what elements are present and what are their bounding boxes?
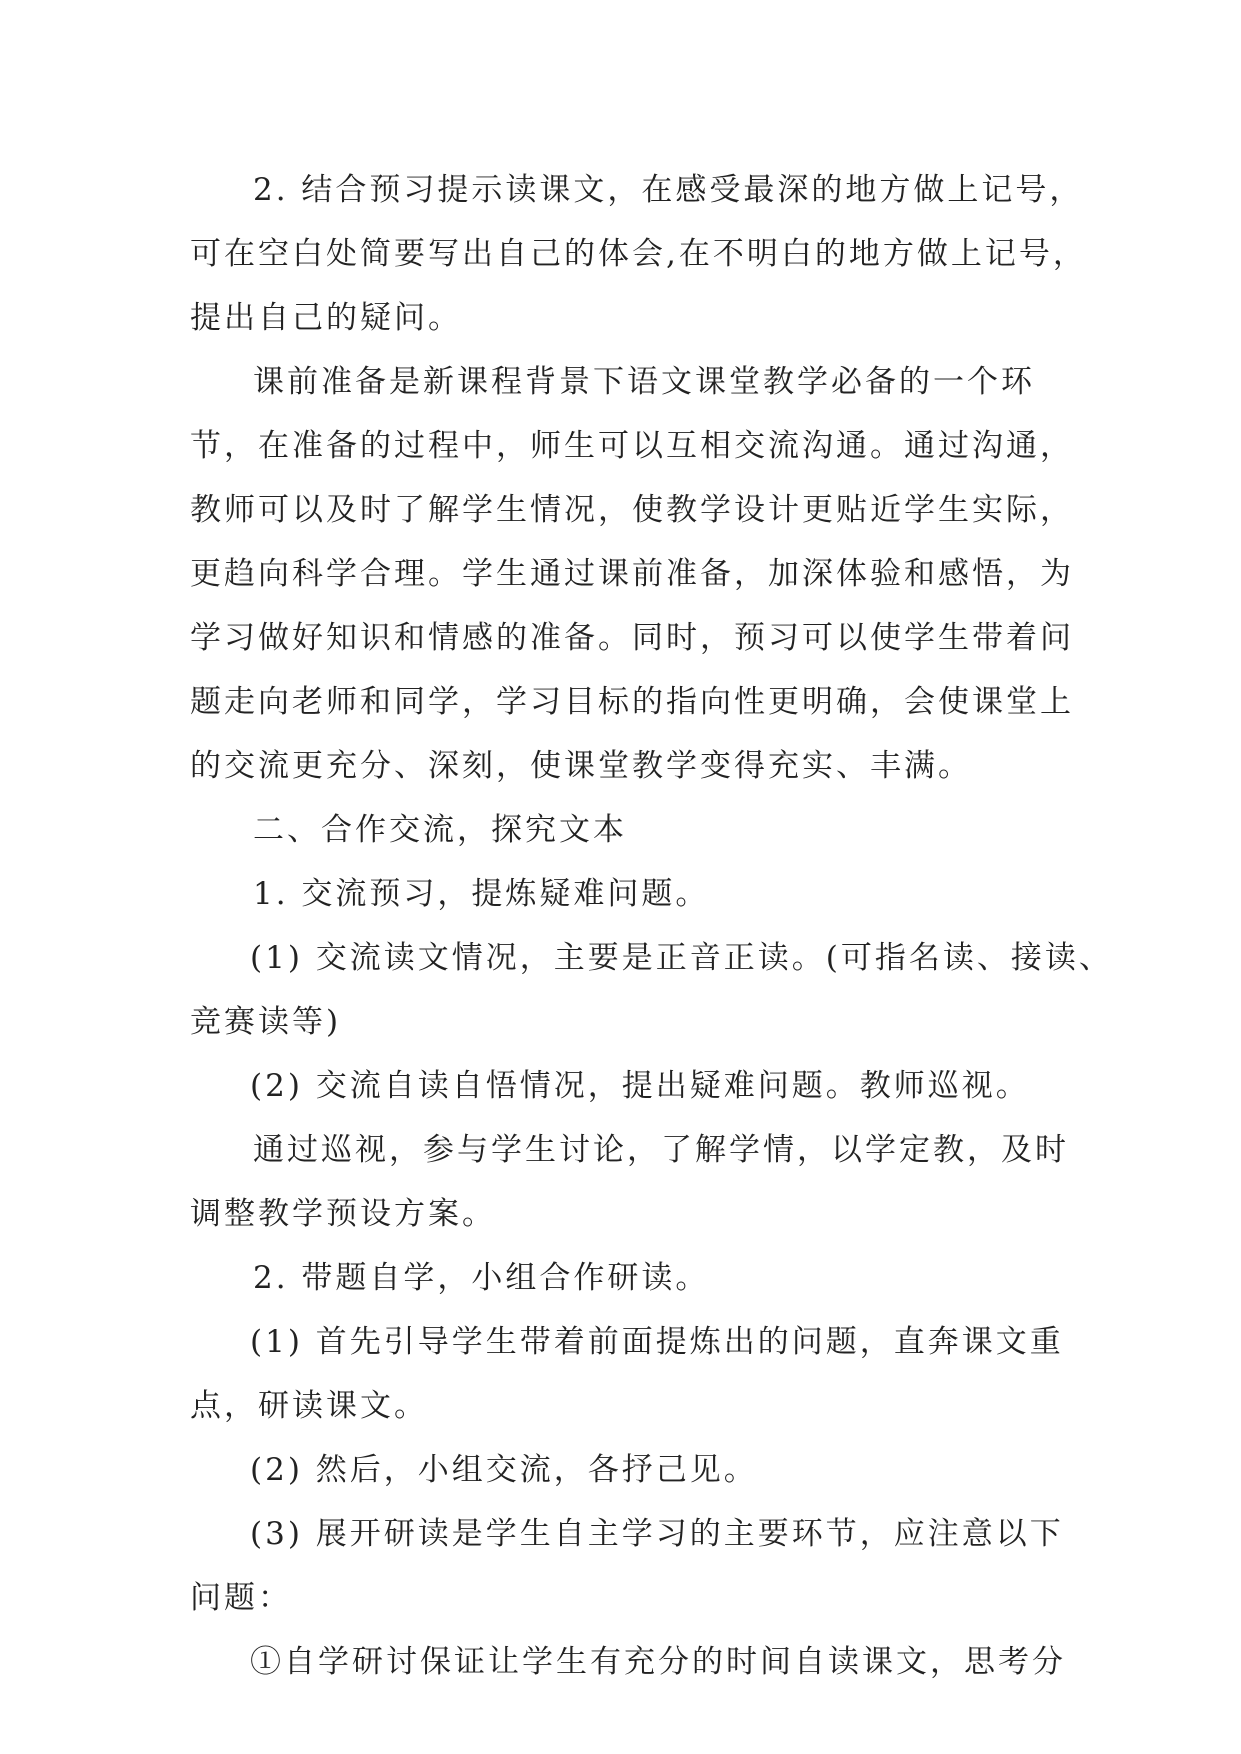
text-line: 1. 交流预习，提炼疑难问题。 bbox=[253, 876, 710, 912]
text-line: 2. 结合预习提示读课文，在感受最深的地方做上记号， bbox=[253, 172, 1084, 208]
text-line: 节，在准备的过程中，师生可以互相交流沟通。通过沟通， bbox=[190, 428, 1074, 464]
text-line: (2) 交流自读自悟情况，提出疑难问题。教师巡视。 bbox=[250, 1068, 1030, 1104]
text-line: 课前准备是新课程背景下语文课堂教学必备的一个环 bbox=[253, 364, 1035, 400]
section-heading: 二、合作交流，探究文本 bbox=[253, 812, 627, 848]
text-line: 题走向老师和同学，学习目标的指向性更明确，会使课堂上 bbox=[190, 684, 1074, 720]
text-line: 提出自己的疑问。 bbox=[190, 300, 462, 336]
text-line: 教师可以及时了解学生情况，使教学设计更贴近学生实际， bbox=[190, 492, 1074, 528]
text-line: 学习做好知识和情感的准备。同时，预习可以使学生带着问 bbox=[190, 620, 1074, 656]
text-line: 问题： bbox=[190, 1580, 292, 1616]
text-line: 可在空白处简要写出自己的体会,在不明白的地方做上记号， bbox=[190, 236, 1087, 272]
text-line: 2. 带题自学，小组合作研读。 bbox=[253, 1260, 710, 1296]
text-line: ①自学研讨保证让学生有充分的时间自读课文，思考分 bbox=[250, 1644, 1066, 1680]
text-line: 更趋向科学合理。学生通过课前准备，加深体验和感悟，为 bbox=[190, 556, 1074, 592]
text-line: (2) 然后，小组交流，各抒己见。 bbox=[250, 1452, 758, 1488]
text-line: 的交流更充分、深刻，使课堂教学变得充实、丰满。 bbox=[190, 748, 972, 784]
text-line: (3) 展开研读是学生自主学习的主要环节，应注意以下 bbox=[250, 1516, 1064, 1552]
text-line: 点，研读课文。 bbox=[190, 1388, 428, 1424]
body-text bbox=[190, 158, 1113, 1694]
text-line: (1) 交流读文情况，主要是正音正读。(可指名读、接读、 bbox=[250, 940, 1113, 976]
text-line: 调整教学预设方案。 bbox=[190, 1196, 496, 1232]
text-line: 竞赛读等) bbox=[190, 1004, 342, 1040]
text-line: (1) 首先引导学生带着前面提炼出的问题，直奔课文重 bbox=[250, 1324, 1064, 1360]
text-line: 通过巡视，参与学生讨论，了解学情，以学定教，及时 bbox=[253, 1132, 1069, 1168]
